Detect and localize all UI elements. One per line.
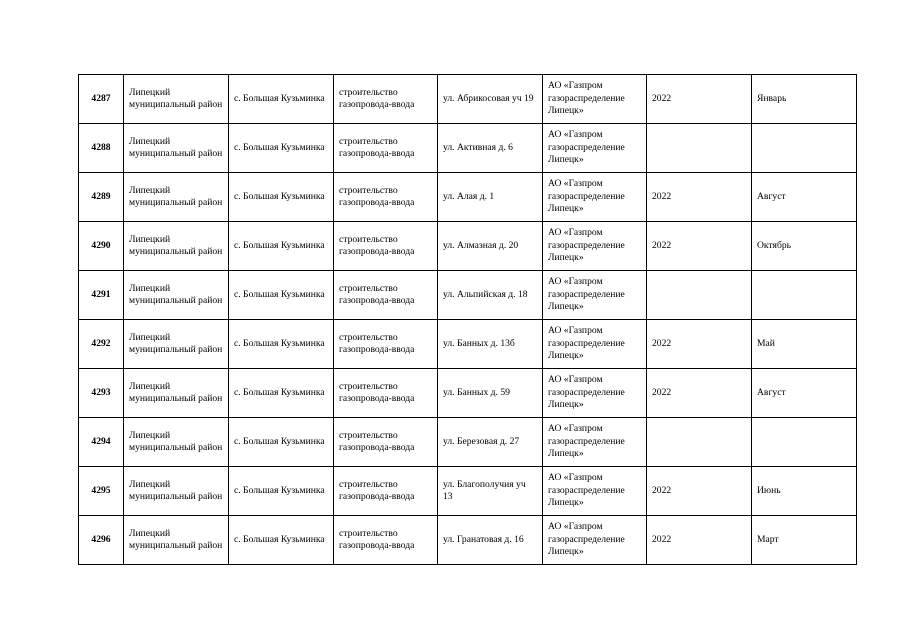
locality-cell: с. Большая Кузьминка [229,222,334,271]
locality-cell: с. Большая Кузьминка [229,320,334,369]
row-number: 4288 [79,124,124,173]
organization-cell: АО «Газпром газораспределение Липецк» [543,271,647,320]
locality-cell: с. Большая Кузьминка [229,271,334,320]
organization-cell: АО «Газпром газораспределение Липецк» [543,369,647,418]
year-cell: 2022 [647,173,752,222]
row-number: 4296 [79,516,124,565]
work-type-cell: строительство газопровода-ввода [334,173,438,222]
address-cell: ул. Алмазная д. 20 [438,222,543,271]
address-cell: ул. Алая д. 1 [438,173,543,222]
district-cell: Липецкий муниципальный район [124,320,229,369]
table-row [79,271,857,320]
district-cell: Липецкий муниципальный район [124,516,229,565]
year-cell [647,418,752,467]
year-cell: 2022 [647,320,752,369]
table-row [79,467,857,516]
organization-cell: АО «Газпром газораспределение Липецк» [543,516,647,565]
district-cell: Липецкий муниципальный район [124,124,229,173]
year-cell: 2022 [647,516,752,565]
table-row [79,124,857,173]
year-cell [647,271,752,320]
organization-cell: АО «Газпром газораспределение Липецк» [543,222,647,271]
organization-cell: АО «Газпром газораспределение Липецк» [543,418,647,467]
locality-cell: с. Большая Кузьминка [229,369,334,418]
month-cell: Октябрь [752,222,857,271]
locality-cell: с. Большая Кузьминка [229,516,334,565]
month-cell [752,271,857,320]
table-row [79,369,857,418]
locality-cell: с. Большая Кузьминка [229,173,334,222]
work-type-cell: строительство газопровода-ввода [334,516,438,565]
district-cell: Липецкий муниципальный район [124,467,229,516]
address-cell: ул. Альпийская д. 18 [438,271,543,320]
month-cell: Март [752,516,857,565]
month-cell: Август [752,173,857,222]
organization-cell: АО «Газпром газораспределение Липецк» [543,173,647,222]
month-cell [752,124,857,173]
month-cell: Май [752,320,857,369]
locality-cell: с. Большая Кузьминка [229,124,334,173]
table-row [79,173,857,222]
month-cell: Август [752,369,857,418]
year-cell: 2022 [647,75,752,124]
work-type-cell: строительство газопровода-ввода [334,320,438,369]
month-cell [752,418,857,467]
table-row [79,222,857,271]
row-number: 4290 [79,222,124,271]
row-number: 4287 [79,75,124,124]
locality-cell: с. Большая Кузьминка [229,75,334,124]
row-number: 4294 [79,418,124,467]
table-body [79,75,857,565]
work-type-cell: строительство газопровода-ввода [334,418,438,467]
address-cell: ул. Банных д. 13б [438,320,543,369]
row-number: 4295 [79,467,124,516]
address-cell: ул. Абрикосовая уч 19 [438,75,543,124]
district-cell: Липецкий муниципальный район [124,173,229,222]
gas-connection-table [78,74,857,565]
organization-cell: АО «Газпром газораспределение Липецк» [543,320,647,369]
year-cell [647,124,752,173]
work-type-cell: строительство газопровода-ввода [334,222,438,271]
organization-cell: АО «Газпром газораспределение Липецк» [543,467,647,516]
table-row [79,75,857,124]
month-cell: Июнь [752,467,857,516]
work-type-cell: строительство газопровода-ввода [334,271,438,320]
year-cell: 2022 [647,467,752,516]
year-cell: 2022 [647,369,752,418]
work-type-cell: строительство газопровода-ввода [334,75,438,124]
locality-cell: с. Большая Кузьминка [229,418,334,467]
row-number: 4291 [79,271,124,320]
table-row [79,418,857,467]
district-cell: Липецкий муниципальный район [124,271,229,320]
month-cell: Январь [752,75,857,124]
row-number: 4292 [79,320,124,369]
district-cell: Липецкий муниципальный район [124,75,229,124]
work-type-cell: строительство газопровода-ввода [334,467,438,516]
work-type-cell: строительство газопровода-ввода [334,369,438,418]
organization-cell: АО «Газпром газораспределение Липецк» [543,75,647,124]
row-number: 4289 [79,173,124,222]
organization-cell: АО «Газпром газораспределение Липецк» [543,124,647,173]
table-row [79,320,857,369]
district-cell: Липецкий муниципальный район [124,222,229,271]
table-row [79,516,857,565]
year-cell: 2022 [647,222,752,271]
district-cell: Липецкий муниципальный район [124,369,229,418]
address-cell: ул. Благополучия уч 13 [438,467,543,516]
locality-cell: с. Большая Кузьминка [229,467,334,516]
address-cell: ул. Гранатовая д. 16 [438,516,543,565]
row-number: 4293 [79,369,124,418]
address-cell: ул. Активная д. 6 [438,124,543,173]
district-cell: Липецкий муниципальный район [124,418,229,467]
address-cell: ул. Березовая д. 27 [438,418,543,467]
work-type-cell: строительство газопровода-ввода [334,124,438,173]
address-cell: ул. Банных д. 59 [438,369,543,418]
